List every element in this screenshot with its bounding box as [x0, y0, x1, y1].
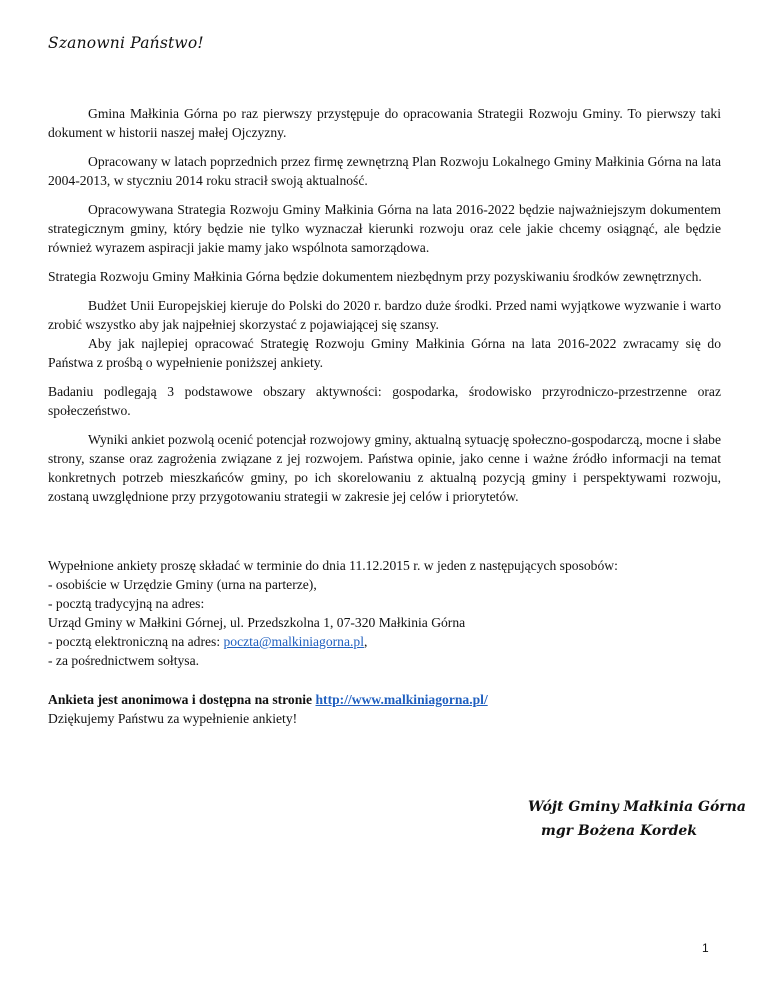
signature-name: mgr Bożena Kordek: [541, 823, 697, 839]
greeting-heading: Szanowni Państwo!: [48, 34, 204, 52]
spacer: [48, 516, 721, 556]
paragraph-4: Strategia Rozwoju Gminy Małkinia Górna będzie dokumentem niezbędnym przy pozyskiwaniu środków zewnętrznych.: [48, 269, 702, 284]
paragraph-3: Opracowywana Strategia Rozwoju Gminy Małkinia Górna na lata 2016-2022 będzie najważniejszym dokumentem strategicznym gminy, który będzie nie tylko wyznaczał kierunki rozwoju oraz cele jakie chcemy osiągnąć, ale będzie również wyrazem aspiracji jakie mamy jako wspólnota samorządowa.: [48, 202, 721, 255]
email-suffix: ,: [363, 634, 368, 649]
letter-body: [48, 104, 721, 728]
submission-way-post: - pocztą tradycyjną na adres:: [48, 596, 205, 611]
website-link[interactable]: http://www.malkiniagorna.pl/: [315, 692, 488, 707]
paragraph-1: Gmina Małkinia Górna po raz pierwszy przystępuje do opracowania Strategii Rozwoju Gminy. To pierwszy taki dokument w historii naszej małej Ojczyzny.: [48, 106, 721, 140]
email-prefix: - pocztą elektroniczną na adres:: [48, 634, 224, 649]
submission-way-soltys: - za pośrednictwem sołtysa.: [48, 653, 199, 668]
paragraph-8: Wyniki ankiet pozwolą ocenić potencjał rozwojowy gminy, aktualną sytuację społeczno-gospodarczą, mocne i słabe strony, szanse oraz zagrożenia związane z jej rozwojem. Państwa opinie, jako cenne i ważne źródło informacji na temat konkretnych potrzeb mieszkańców gminy, po ich skorelowaniu z aktualną pozycją gminy i perspektywami rozwoju, zostaną uwzględnione przy przygotowaniu strategii w zakresie jej celów i priorytetów.: [48, 432, 721, 504]
submission-way-email: [48, 632, 721, 651]
anonymity-text: Ankieta jest anonimowa i dostępna na stronie: [48, 692, 316, 707]
page-number: 1: [702, 941, 709, 955]
paragraph-6: Aby jak najlepiej opracować Strategię Rozwoju Gminy Małkinia Górna na lata 2016-2022 zwracamy się do Państwa z prośbą o wypełnienie poniższej ankiety.: [48, 336, 721, 370]
paragraph-5: Budżet Unii Europejskiej kieruje do Polski do 2020 r. bardzo duże środki. Przed nami wyjątkowe wyzwanie i warto zrobić wszystko aby jak najpełniej skorzystać z pojawiającej się szansy.: [48, 298, 721, 332]
office-address: Urząd Gminy w Małkini Górnej, ul. Przedszkolna 1, 07-320 Małkinia Górna: [48, 615, 466, 630]
paragraph-2: Opracowany w latach poprzednich przez firmę zewnętrzną Plan Rozwoju Lokalnego Gminy Małkinia Górna na lata 2004-2013, w styczniu 2014 roku stracił swoją aktualność.: [48, 154, 721, 188]
signature-title: Wójt Gminy Małkinia Górna: [528, 799, 746, 815]
submission-instructions: [48, 556, 721, 670]
closing-section: [48, 690, 721, 728]
email-link[interactable]: poczta@malkiniagorna.pl: [223, 634, 364, 649]
submission-way-personal: - osobiście w Urzędzie Gminy (urna na parterze),: [48, 577, 317, 592]
thanks-text: Dziękujemy Państwu za wypełnienie ankiety!: [48, 711, 298, 726]
submission-intro: Wypełnione ankiety proszę składać w terminie do dnia 11.12.2015 r. w jeden z następujących sposobów:: [48, 558, 618, 573]
paragraph-7: Badaniu podlegają 3 podstawowe obszary aktywności: gospodarka, środowisko przyrodniczo-przestrzenne oraz społeczeństwo.: [48, 384, 721, 418]
anonymity-note: [48, 690, 721, 709]
